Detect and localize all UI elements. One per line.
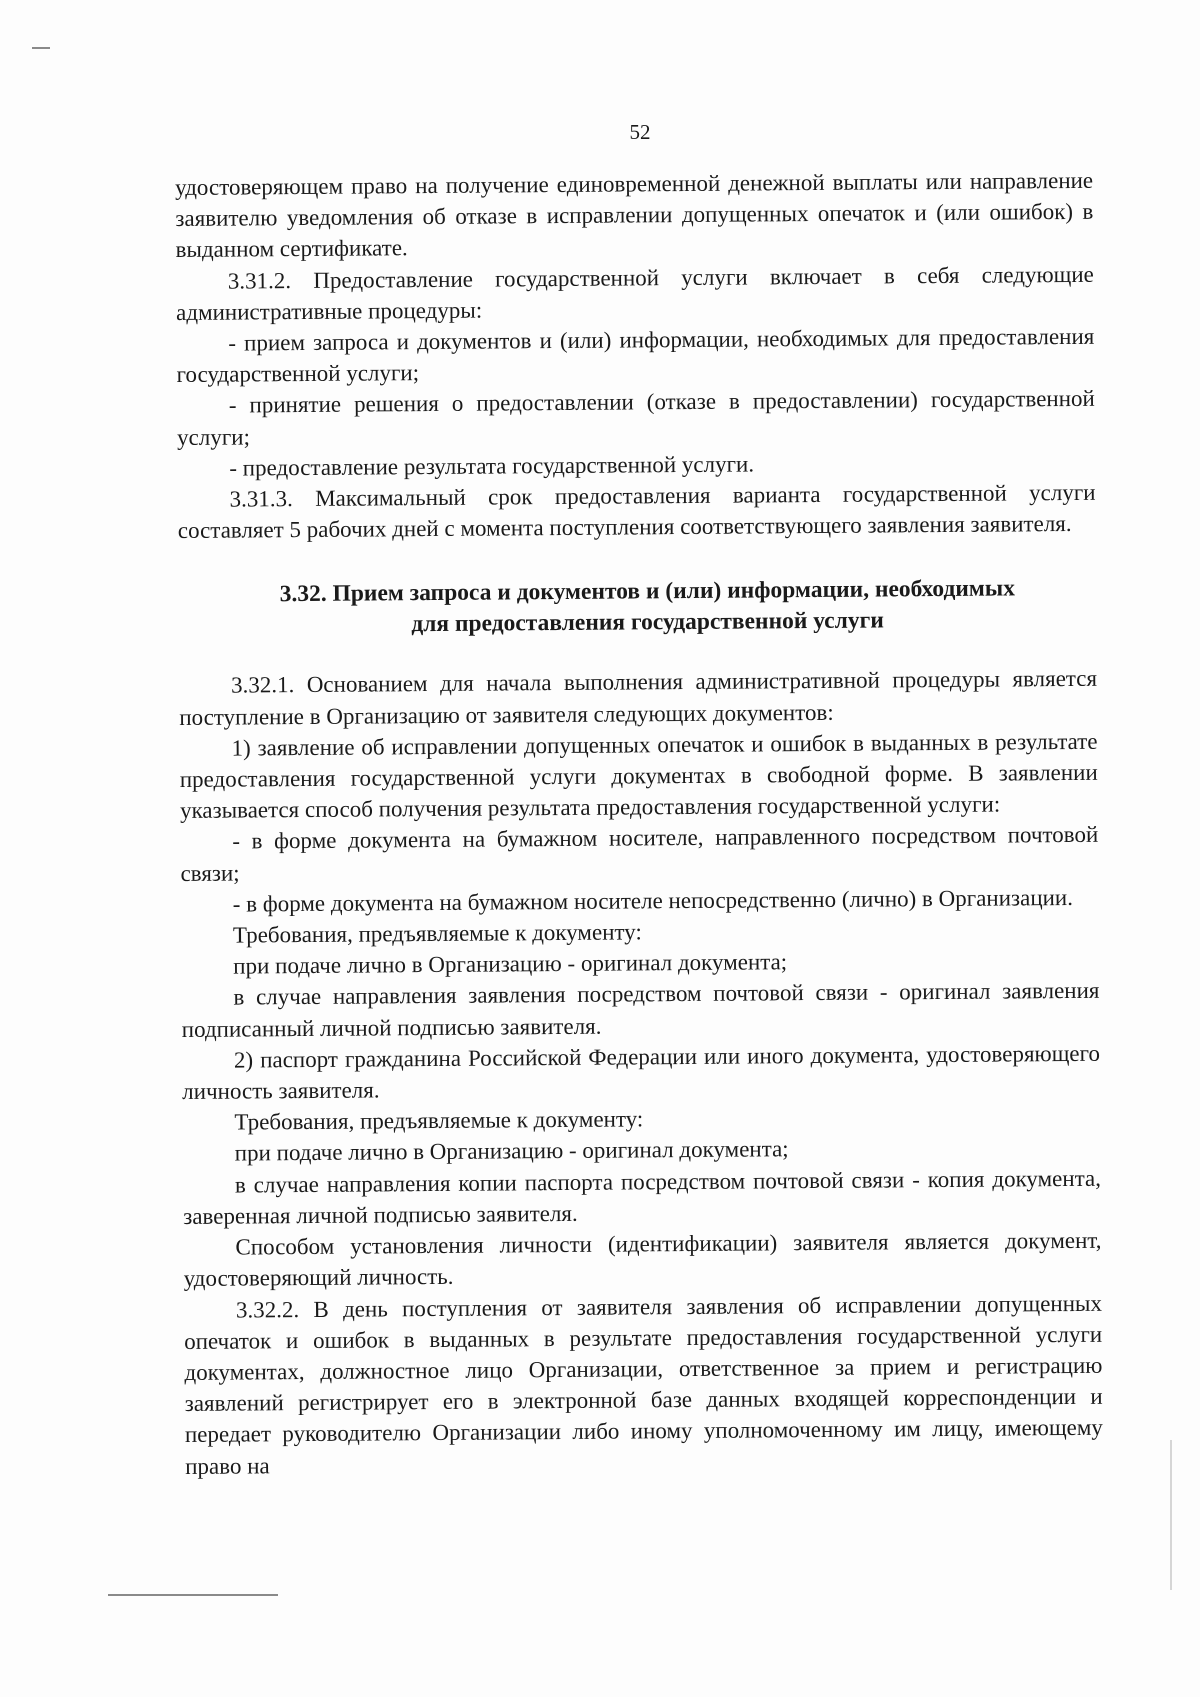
paragraph-3-32-2: 3.32.2. В день поступления от заявителя заявления об исправлении допущенных опечаток и ошибок в выданных в результате предоставления государственной услуги документах, должностное лицо Организации, ответственное за прием и регистрацию заявлений регистрирует его в электронной базе данных входящей корреспонденции и передает руководителю Организации либо иному уполномоченному им лицу, имеющему право на — [184, 1290, 1103, 1479]
list-item-procedure-1: - прием запроса и документов и (или) информации, необходимых для предоставления государственной услуги; — [176, 323, 1095, 388]
paragraph-continuation: удостоверяющем право на получение единовременной денежной выплаты или направление заявителю уведомления об отказе в исправлении допущенных опечаток и (или ошибок) в выданном сертификате. — [175, 167, 1094, 263]
paragraph-in-person-original-2: при подаче лично в Организацию - оригинал документа; — [234, 1136, 789, 1167]
paragraph-3-31-2: 3.31.2. Предоставление государственной услуги включает в себя следующие административные процедуры: — [176, 261, 1094, 325]
paragraph-item-1-application: 1) заявление об исправлении допущенных опечаток и ошибок в выданных в результате предоставления государственной услуги документах в свободной форме. В заявлении указывается способ получения результата предоставления государственной услуги: — [179, 728, 1098, 824]
paragraph-requirements-2: Требования, предъявляемые к документу: — [234, 1106, 644, 1135]
paragraph-3-32-1: 3.32.1. Основанием для начала выполнения административной процедуры является поступление в Организацию от заявителя следующих документов: — [179, 666, 1098, 730]
section-heading-line-2: для предоставления государственной услуги — [411, 607, 884, 638]
scan-edge-line-right — [1170, 1440, 1172, 1590]
paragraph-postal-copy: в случае направления копии паспорта посредством почтовой связи - копия документа, заверенная личной подписью заявителя. — [183, 1165, 1102, 1229]
list-item-procedure-3: - предоставление результата государственной услуги. — [229, 451, 755, 481]
paragraph-requirements-1: Требования, предъявляемые к документу: — [232, 919, 642, 948]
scan-artifact-top-left — [32, 47, 50, 49]
paragraph-in-person-original-1: при подаче лично в Организацию - оригинал документа; — [233, 949, 788, 979]
paragraph-item-2-passport: 2) паспорт гражданина Российской Федерации или иного документа, удостоверяющего личность заявителя. — [182, 1040, 1101, 1105]
paragraph-3-31-3: 3.31.3. Максимальный срок предоставления варианта государственной услуги составляет 5 рабочих дней с момента поступления соответствующего заявления заявителя. — [177, 479, 1096, 544]
paragraph-identification: Способом установления личности (идентификации) заявителя является документ, удостоверяющий личность. — [183, 1227, 1102, 1292]
page-number: 52 — [629, 120, 651, 144]
scan-artifact-bottom-left — [108, 1594, 278, 1596]
paragraph-postal-original: в случае направления заявления посредством почтовой связи - оригинал заявления подписанный личной подписью заявителя. — [181, 978, 1100, 1042]
section-heading-line-1: 3.32. Прием запроса и документов и (или) информации, необходимых — [279, 575, 1016, 608]
document-body — [175, 165, 1103, 1482]
section-heading-3-32 — [178, 573, 1096, 642]
list-item-procedure-2: - принятие решения о предоставлении (отказе в предоставлении) государственной услуги; — [176, 386, 1095, 450]
list-item-postal: - в форме документа на бумажном носителе, направленного посредством почтовой связи; — [180, 822, 1099, 886]
list-item-in-person: - в форме документа на бумажном носителе непосредственно (лично) в Организации. — [232, 884, 1074, 917]
